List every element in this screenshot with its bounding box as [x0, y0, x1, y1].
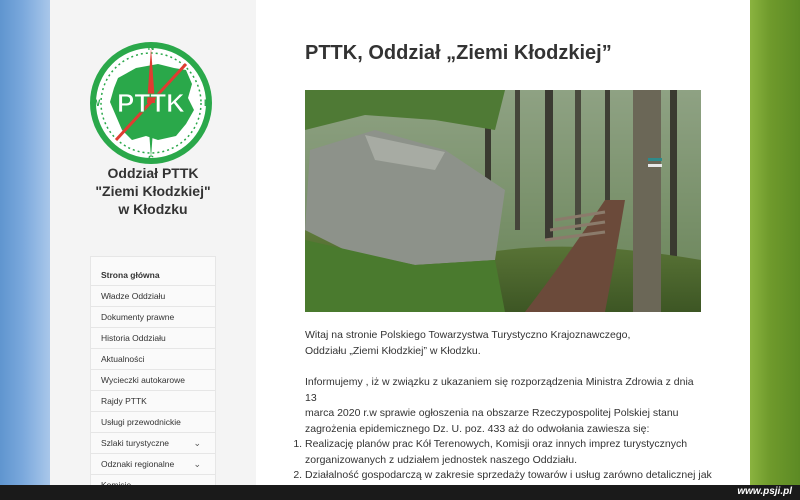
- welcome-text: [305, 328, 705, 359]
- watermark: www.psji.pl: [737, 486, 792, 497]
- site-title-line: w Kłodzku: [118, 201, 188, 217]
- nav-item-label: Szlaki turystyczne: [101, 438, 170, 448]
- nav-item-authorities[interactable]: Władze Oddziału: [91, 286, 215, 307]
- page-title: PTTK, Oddział „Ziemi Kłodzkiej”: [305, 42, 612, 64]
- pttk-logo[interactable]: [88, 40, 214, 166]
- welcome-line: Witaj na stronie Polskiego Towarzystwa Turystyczno Krajoznawczego,: [305, 329, 631, 341]
- chevron-down-icon[interactable]: ⌄: [193, 459, 201, 469]
- nav-item-trails[interactable]: [91, 433, 215, 454]
- list-item-line: 1. Realizację planów prac Kół Terenowych, Komisji oraz innych imprez turystycznych: [305, 438, 688, 450]
- site-title-line: Oddział PTTK: [107, 165, 199, 181]
- notice-text: [305, 375, 705, 437]
- nav-item-bus-trips[interactable]: Wycieczki autokarowe: [91, 370, 215, 391]
- notice-line: zagrożenia epidemicznego Dz. U. poz. 433 aż do odwołania zawiesza się:: [305, 422, 650, 435]
- compass-s: S: [147, 154, 155, 164]
- nav-item-news[interactable]: Aktualności: [91, 349, 215, 370]
- site-title-line: "Ziemi Kłodzkiej": [95, 183, 211, 199]
- compass-n: N: [147, 42, 155, 52]
- nav-item-history[interactable]: Historia Oddziału: [91, 328, 215, 349]
- nav-item-label: Odznaki regionalne: [101, 459, 175, 469]
- list-item: [305, 437, 725, 468]
- notice-line: Informujemy , iż w związku z ukazaniem się rozporządzenia Ministra Zdrowia z dnia 13: [305, 376, 694, 404]
- left-background: [0, 0, 50, 500]
- nav-item-regional-badges[interactable]: [91, 454, 215, 475]
- watermark-bar: [0, 485, 800, 500]
- hero-forest-image: [305, 90, 701, 312]
- nav-item-legal-documents[interactable]: Dokumenty prawne: [91, 307, 215, 328]
- list-item-line: zorganizowanych z udziałem jednostek naszego Oddziału.: [305, 453, 577, 466]
- nav-item-rallies[interactable]: Rajdy PTTK: [91, 391, 215, 412]
- logo-text: PTTK: [117, 88, 185, 118]
- right-background: [750, 0, 800, 500]
- compass-w: W: [91, 98, 101, 108]
- notice-line: marca 2020 r.w sprawie ogłoszenia na obszarze Rzeczypospolitej Polskiej stanu: [305, 407, 679, 419]
- nav-item-guide-services[interactable]: Usługi przewodnickie: [91, 412, 215, 433]
- compass-e: E: [203, 98, 211, 108]
- site-title[interactable]: [50, 164, 256, 218]
- chevron-down-icon[interactable]: ⌄: [193, 438, 201, 448]
- nav-item-home[interactable]: Strona główna: [91, 257, 215, 286]
- welcome-line: Oddziału „Ziemi Kłodzkiej” w Kłodzku.: [305, 344, 481, 357]
- list-item-line: 2. Działalność gospodarczą w zakresie sprzedaży towarów i usług zarówno detalicznej jak: [305, 469, 712, 481]
- sidebar-nav: [90, 256, 216, 497]
